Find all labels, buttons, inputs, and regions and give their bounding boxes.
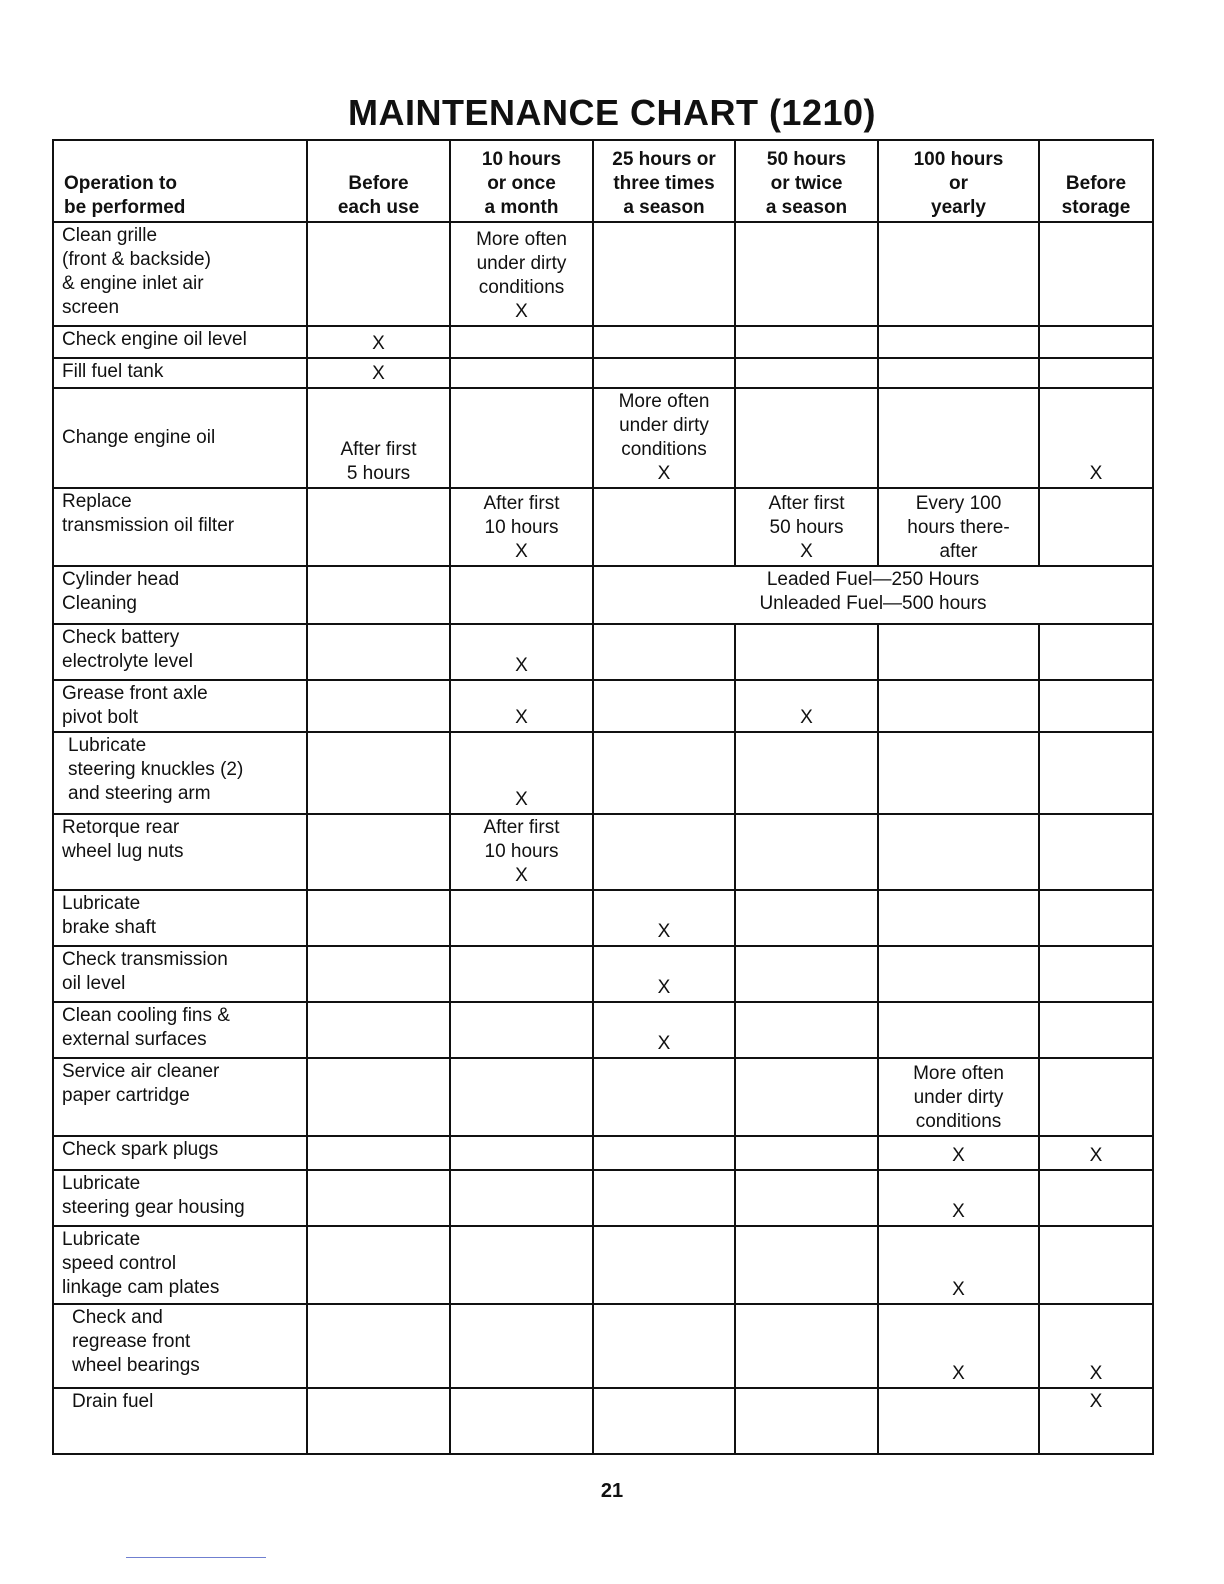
interval-cell: [878, 388, 1039, 488]
table-row: [53, 358, 1153, 388]
operation-cell: Check engine oil level: [53, 326, 307, 358]
table-row: [53, 624, 1153, 680]
interval-cell: [450, 326, 593, 358]
interval-cell: [450, 1388, 593, 1454]
interval-cell: X: [735, 680, 878, 732]
interval-cell: [735, 946, 878, 1002]
interval-cell: X: [1039, 1388, 1153, 1454]
interval-cell: [878, 326, 1039, 358]
interval-cell: [735, 732, 878, 814]
interval-cell: [593, 1226, 735, 1304]
interval-cell: [450, 1058, 593, 1136]
interval-cell: [450, 1304, 593, 1388]
operation-cell: Check spark plugs: [53, 1136, 307, 1170]
operation-cell: Grease front axle pivot bolt: [53, 680, 307, 732]
maintenance-chart-table: [52, 139, 1154, 1455]
operation-cell: Fill fuel tank: [53, 358, 307, 388]
interval-cell: [450, 1226, 593, 1304]
interval-cell: [1039, 680, 1153, 732]
interval-cell: [735, 1170, 878, 1226]
table-row: [53, 1304, 1153, 1388]
table-row: [53, 1136, 1153, 1170]
interval-cell: [307, 624, 450, 680]
interval-cell: [593, 680, 735, 732]
interval-cell: [307, 946, 450, 1002]
table-row: [53, 1058, 1153, 1136]
table-row: [53, 388, 1153, 488]
operation-cell: Lubricate steering knuckles (2) and steering arm: [53, 732, 307, 814]
interval-cell: X: [878, 1304, 1039, 1388]
interval-cell: [450, 388, 593, 488]
interval-cell: [1039, 358, 1153, 388]
table-row: [53, 1388, 1153, 1454]
table-row: [53, 326, 1153, 358]
interval-cell: More often under dirty conditions: [878, 1058, 1039, 1136]
interval-cell: [1039, 732, 1153, 814]
interval-cell: More often under dirty conditions X: [593, 388, 735, 488]
interval-cell: [878, 1002, 1039, 1058]
interval-cell: [593, 1304, 735, 1388]
header-10-hours: 10 hours or once a month: [450, 140, 593, 222]
interval-cell: [878, 680, 1039, 732]
table-row: [53, 814, 1153, 890]
interval-cell: [878, 890, 1039, 946]
interval-cell: [1039, 1058, 1153, 1136]
interval-cell: X: [450, 680, 593, 732]
interval-cell: X: [878, 1170, 1039, 1226]
interval-cell: More often under dirty conditions X: [450, 222, 593, 326]
header-operation: Operation to be performed: [53, 140, 307, 222]
operation-cell: Clean grille (front & backside) & engine inlet air screen: [53, 222, 307, 326]
interval-cell: [307, 222, 450, 326]
interval-cell: [735, 624, 878, 680]
operation-cell: Drain fuel: [53, 1388, 307, 1454]
operation-cell: Clean cooling fins & external surfaces: [53, 1002, 307, 1058]
header-50-hours: 50 hours or twice a season: [735, 140, 878, 222]
interval-cell: [593, 488, 735, 566]
interval-cell: [307, 1388, 450, 1454]
interval-cell: [878, 732, 1039, 814]
header-100-hours: 100 hours or yearly: [878, 140, 1039, 222]
interval-cell: X: [878, 1136, 1039, 1170]
interval-cell: [735, 890, 878, 946]
table-row: [53, 566, 1153, 624]
interval-cell: [593, 1170, 735, 1226]
interval-cell: [307, 1058, 450, 1136]
interval-cell: [1039, 326, 1153, 358]
interval-cell: [878, 624, 1039, 680]
interval-cell: [450, 358, 593, 388]
page-title: MAINTENANCE CHART (1210): [347, 92, 877, 133]
interval-cell: [593, 624, 735, 680]
interval-cell: [735, 388, 878, 488]
interval-cell: [1039, 814, 1153, 890]
cylinder-head-interval-note: Leaded Fuel—250 Hours Unleaded Fuel—500 hours: [593, 566, 1153, 624]
table-row: [53, 680, 1153, 732]
interval-cell: [307, 680, 450, 732]
header-before-each-use: Before each use: [307, 140, 450, 222]
interval-cell: Every 100 hours there- after: [878, 488, 1039, 566]
interval-cell: [593, 814, 735, 890]
interval-cell: [735, 1002, 878, 1058]
interval-cell: [735, 1304, 878, 1388]
interval-cell: After first 5 hours: [307, 388, 450, 488]
operation-cell: Cylinder head Cleaning: [53, 566, 307, 624]
interval-cell: X: [593, 946, 735, 1002]
operation-cell: Change engine oil: [53, 388, 307, 488]
interval-cell: [307, 1226, 450, 1304]
interval-cell: [307, 1304, 450, 1388]
table-row: [53, 1170, 1153, 1226]
interval-cell: [878, 1388, 1039, 1454]
interval-cell: [593, 1388, 735, 1454]
interval-cell: [593, 358, 735, 388]
interval-cell: [593, 222, 735, 326]
interval-cell: [878, 814, 1039, 890]
interval-cell: [450, 946, 593, 1002]
page-number: 21: [600, 1480, 624, 1502]
interval-cell: [1039, 488, 1153, 566]
interval-cell: After first 10 hours X: [450, 488, 593, 566]
interval-cell: [1039, 946, 1153, 1002]
footer-rule: [126, 1557, 266, 1558]
table-row: [53, 488, 1153, 566]
interval-cell: [593, 1058, 735, 1136]
interval-cell: X: [1039, 388, 1153, 488]
interval-cell: X: [593, 1002, 735, 1058]
operation-cell: Retorque rear wheel lug nuts: [53, 814, 307, 890]
interval-cell: [878, 222, 1039, 326]
interval-cell: [735, 1388, 878, 1454]
interval-cell: [878, 358, 1039, 388]
interval-cell: [1039, 1002, 1153, 1058]
interval-cell: [1039, 890, 1153, 946]
operation-cell: Check transmission oil level: [53, 946, 307, 1002]
interval-cell: [307, 814, 450, 890]
interval-cell: [735, 1136, 878, 1170]
interval-cell: After first 50 hours X: [735, 488, 878, 566]
interval-cell: [593, 732, 735, 814]
table-row: [53, 1226, 1153, 1304]
interval-cell: X: [450, 624, 593, 680]
interval-cell: [307, 890, 450, 946]
interval-cell: [878, 946, 1039, 1002]
interval-cell: [450, 1002, 593, 1058]
operation-cell: Replace transmission oil filter: [53, 488, 307, 566]
table-row: [53, 1002, 1153, 1058]
interval-cell: [307, 566, 450, 624]
interval-cell: X: [1039, 1136, 1153, 1170]
operation-cell: Lubricate brake shaft: [53, 890, 307, 946]
interval-cell: [1039, 1226, 1153, 1304]
interval-cell: X: [878, 1226, 1039, 1304]
table-row: [53, 222, 1153, 326]
table-row: [53, 946, 1153, 1002]
interval-cell: [307, 732, 450, 814]
interval-cell: [307, 1170, 450, 1226]
header-row: [53, 140, 1153, 222]
interval-cell: [450, 890, 593, 946]
interval-cell: X: [593, 890, 735, 946]
interval-cell: X: [450, 732, 593, 814]
operation-cell: Lubricate steering gear housing: [53, 1170, 307, 1226]
interval-cell: [735, 1226, 878, 1304]
operation-cell: Lubricate speed control linkage cam plates: [53, 1226, 307, 1304]
interval-cell: [593, 1136, 735, 1170]
operation-cell: Check battery electrolyte level: [53, 624, 307, 680]
table-row: [53, 890, 1153, 946]
interval-cell: X: [1039, 1304, 1153, 1388]
interval-cell: [450, 1170, 593, 1226]
interval-cell: [450, 566, 593, 624]
interval-cell: [593, 326, 735, 358]
header-25-hours: 25 hours or three times a season: [593, 140, 735, 222]
operation-cell: Check and regrease front wheel bearings: [53, 1304, 307, 1388]
interval-cell: X: [307, 326, 450, 358]
interval-cell: [735, 358, 878, 388]
interval-cell: [1039, 1170, 1153, 1226]
interval-cell: [735, 326, 878, 358]
operation-cell: Service air cleaner paper cartridge: [53, 1058, 307, 1136]
interval-cell: [307, 1136, 450, 1170]
interval-cell: [735, 222, 878, 326]
interval-cell: [307, 488, 450, 566]
interval-cell: After first 10 hours X: [450, 814, 593, 890]
interval-cell: [450, 1136, 593, 1170]
interval-cell: [307, 1002, 450, 1058]
interval-cell: [1039, 624, 1153, 680]
interval-cell: [735, 1058, 878, 1136]
table-row: [53, 732, 1153, 814]
interval-cell: [1039, 222, 1153, 326]
interval-cell: [735, 814, 878, 890]
interval-cell: X: [307, 358, 450, 388]
header-before-storage: Before storage: [1039, 140, 1153, 222]
